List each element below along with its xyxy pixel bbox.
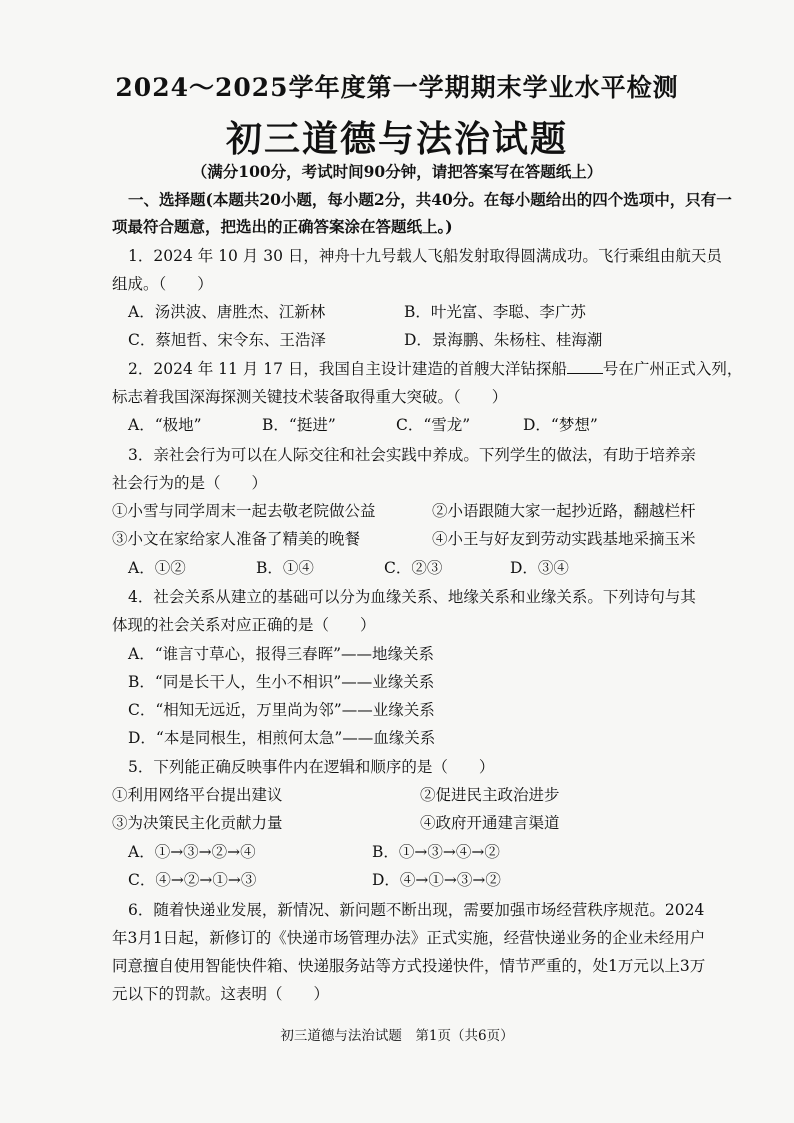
q2-option-d: D．“梦想” [523,416,598,434]
q5-statement-1: ①利用网络平台提出建议 [112,786,283,804]
q3-option-a: A．①② [128,559,186,577]
q5-statement-2: ②促进民主政治进步 [420,786,560,804]
exam-title: 2024～2025学年度第一学期期末学业水平检测 [115,73,679,102]
q5-statement-4: ④政府开通建言渠道 [420,814,560,832]
q5-option-b: B．①→③→④→② [372,843,500,861]
q4-option-b: B．“同是长干人，生小不相识”——业缘关系 [128,673,435,691]
answer-blank [567,359,603,374]
q3-statement-3: ③小文在家给家人准备了精美的晚餐 [112,530,361,548]
section-heading-line2: 项最符合题意，把选出的正确答案涂在答题纸上。) [112,217,453,236]
q3-stem-line1: 3．亲社会行为可以在人际交往和社会实践中养成。下列学生的做法，有助于培养亲 [128,446,696,464]
q6-stem-line2: 年3月1日起，新修订的《快递市场管理办法》正式实施，经营快递业务的企业未经用户 [112,929,706,947]
q5-option-c: C．④→②→①→③ [128,871,257,889]
q1-option-c: C．蔡旭哲、宋令东、王浩泽 [128,331,326,349]
q3-statement-4: ④小王与好友到劳动实践基地采摘玉米 [432,530,696,548]
q2-option-a: A．“极地” [128,416,202,434]
q2-stem-line2: 标志着我国深海探测关键技术装备取得重大突破。（ ） [112,388,508,406]
q2-stem-post: 号在广州正式入列， [602,360,743,378]
q5-stem-line1: 5．下列能正确反映事件内在逻辑和顺序的是（ ） [128,758,495,776]
q3-option-b: B．①④ [256,559,314,577]
q5-option-d: D．④→①→③→② [372,871,501,889]
q4-stem-line2: 体现的社会关系对应正确的是（ ） [112,616,376,634]
q4-option-c: C．“相知无远近，万里尚为邻”——业缘关系 [128,701,435,719]
q2-option-b: B．“挺进” [262,416,336,434]
q1-option-b: B．叶光富、李聪、李广苏 [404,303,586,321]
q5-statement-3: ③为决策民主化贡献力量 [112,814,283,832]
q5-option-a: A．①→③→②→④ [128,843,256,861]
q1-stem-line1: 1．2024 年 10 月 30 日，神舟十九号载人飞船发射取得圆满成功。飞行乘组由航天员 [128,247,722,265]
q4-option-d: D．“本是同根生，相煎何太急”——血缘关系 [128,729,436,747]
q1-option-d: D．景海鹏、朱杨柱、桂海潮 [404,331,603,349]
q3-option-d: D．③④ [510,559,569,577]
exam-note: （满分100分，考试时间90分钟，请把答案写在答题纸上） [191,162,603,181]
q1-option-a: A．汤洪波、唐胜杰、江新林 [128,303,326,321]
q6-stem-line4: 元以下的罚款。这表明（ ） [112,985,330,1003]
subject-title: 初三道德与法治试题 [225,118,568,160]
q3-statement-2: ②小语跟随大家一起抄近路，翻越栏杆 [432,502,696,520]
page-footer: 初三道德与法治试题 第1页（共6页） [280,1028,514,1044]
q2-stem-line1 [128,358,742,380]
q3-option-c: C．②③ [384,559,443,577]
q4-option-a: A．“谁言寸草心，报得三春晖”——地缘关系 [128,645,435,663]
q2-stem-pre: 2．2024 年 11 月 17 日，我国自主设计建造的首艘大洋钻探船 [128,360,567,378]
q2-option-c: C．“雪龙” [396,416,471,434]
q6-stem-line3: 同意擅自使用智能快件箱、快递服务站等方式投递快件，情节严重的，处1万元以上3万 [112,957,706,975]
q1-stem-line2: 组成。（ ） [112,275,213,293]
q6-stem-line1: 6．随着快递业发展，新情况、新问题不断出现，需要加强市场经营秩序规范。2024 [128,901,705,919]
q4-stem-line1: 4．社会关系从建立的基础可以分为血缘关系、地缘关系和业缘关系。下列诗句与其 [128,588,696,606]
q3-statement-1: ①小雪与同学周末一起去敬老院做公益 [112,502,376,520]
section-heading-line1: 一、选择题(本题共20小题，每小题2分，共40分。在每小题给出的四个选项中，只有一 [128,190,732,209]
q3-stem-line2: 社会行为的是（ ） [112,474,268,492]
